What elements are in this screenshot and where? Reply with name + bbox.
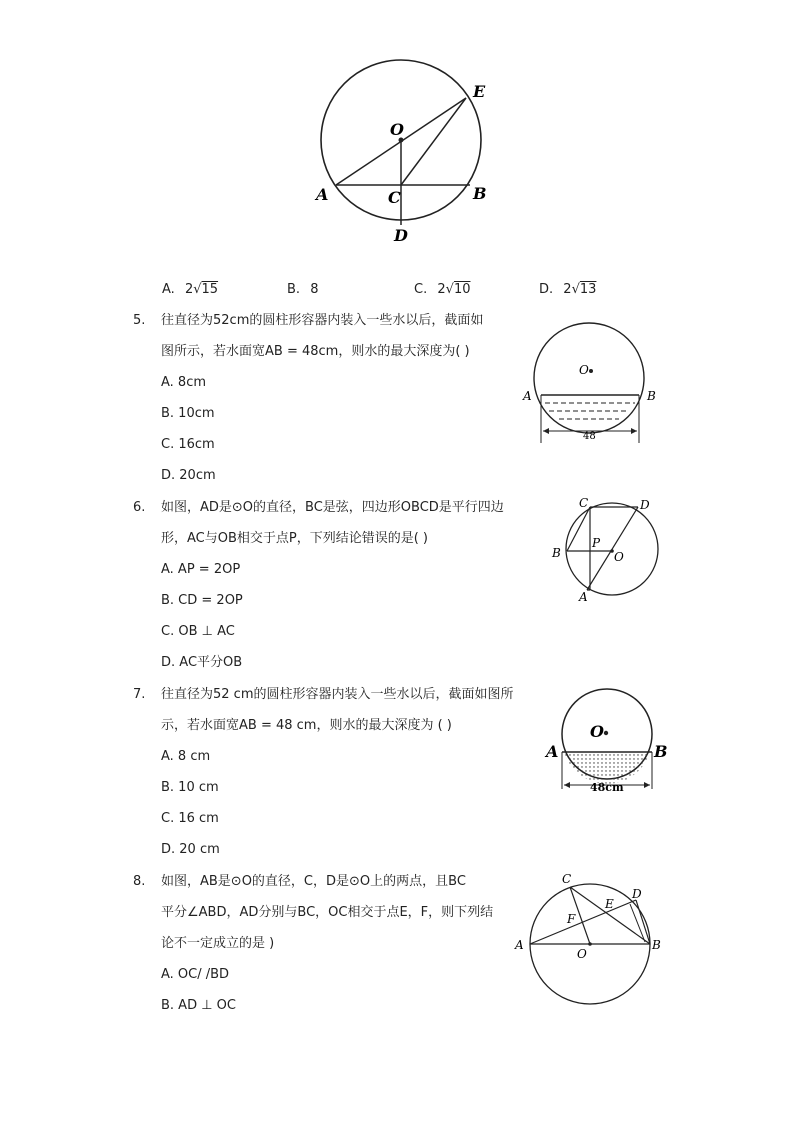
label-A: A bbox=[546, 742, 559, 761]
label-O: O bbox=[390, 120, 404, 139]
width-label: 48cm bbox=[590, 781, 624, 794]
q7-stem-line1: 往直径为52 cm的圆柱形容器内装入一些水以后，截面如图所 bbox=[161, 687, 514, 702]
q4-option-a bbox=[162, 282, 218, 298]
option-letter: B. bbox=[287, 282, 301, 297]
q4-option-d bbox=[539, 282, 596, 298]
figure-q7-water bbox=[540, 685, 670, 797]
q6-option-b: B. CD = 2OP bbox=[161, 593, 243, 608]
label-C: C bbox=[388, 188, 401, 207]
q8-number: 8. bbox=[133, 874, 146, 889]
option-letter: D. bbox=[539, 282, 554, 297]
option-letter: C. bbox=[414, 282, 428, 297]
q6-stem-line1: 如图，AD是⊙O的直径，BC是弦，四边形OBCD是平行四边 bbox=[161, 500, 504, 515]
q6-option-c: C. OB ⊥ AC bbox=[161, 624, 235, 639]
q7-option-d: D. 20 cm bbox=[161, 842, 220, 857]
label-B: B bbox=[647, 389, 656, 403]
figure-q4-circle bbox=[300, 55, 500, 250]
option-coef: 2 bbox=[437, 282, 446, 297]
label-D: D bbox=[394, 226, 408, 245]
sqrt-icon: √ bbox=[571, 282, 580, 297]
label-O: O bbox=[614, 550, 624, 564]
q7-option-b: B. 10 cm bbox=[161, 780, 219, 795]
q8-option-b: B. AD ⊥ OC bbox=[161, 998, 236, 1013]
option-radicand: 13 bbox=[579, 282, 597, 297]
figure-q6-parallelogram bbox=[545, 493, 670, 605]
label-O: O bbox=[579, 363, 589, 377]
label-P: P bbox=[592, 536, 601, 550]
label-D: D bbox=[632, 887, 642, 901]
label-B: B bbox=[652, 938, 661, 952]
sqrt-icon: √ bbox=[445, 282, 454, 297]
q7-option-c: C. 16 cm bbox=[161, 811, 219, 826]
label-A: A bbox=[523, 389, 532, 403]
option-coef: 2 bbox=[563, 282, 572, 297]
q5-stem-line1: 往直径为52cm的圆柱形容器内装入一些水以后，截面如 bbox=[161, 313, 484, 328]
q4-option-c bbox=[414, 282, 470, 298]
label-D: D bbox=[640, 498, 650, 512]
figure-q5-water bbox=[515, 318, 665, 448]
sqrt-icon: √ bbox=[193, 282, 202, 297]
label-A: A bbox=[316, 185, 329, 204]
figure-q8-circle bbox=[512, 868, 670, 1008]
q8-option-a: A. OC/ /BD bbox=[161, 967, 230, 982]
q6-stem-line2: 形，AC与OB相交于点P，下列结论错误的是( ) bbox=[161, 531, 429, 546]
label-F: F bbox=[567, 912, 576, 926]
q6-number: 6. bbox=[133, 500, 146, 515]
label-E: E bbox=[473, 82, 486, 101]
q4-option-b bbox=[287, 282, 318, 298]
q6-option-d: D. AC平分OB bbox=[161, 655, 243, 670]
q5-option-b: B. 10cm bbox=[161, 406, 215, 421]
option-radicand: 10 bbox=[453, 282, 471, 297]
label-A: A bbox=[579, 590, 588, 604]
q5-option-d: D. 20cm bbox=[161, 468, 216, 483]
option-value: 8 bbox=[310, 282, 319, 297]
q5-number: 5. bbox=[133, 313, 146, 328]
label-B: B bbox=[473, 184, 487, 203]
label-O: O bbox=[577, 947, 587, 961]
q7-number: 7. bbox=[133, 687, 146, 702]
label-O: O bbox=[590, 722, 604, 741]
q7-stem-line2: 示，若水面宽AB = 48 cm，则水的最大深度为 ( ) bbox=[161, 718, 452, 733]
label-A: A bbox=[515, 938, 524, 952]
label-E: E bbox=[605, 897, 614, 911]
label-C: C bbox=[579, 496, 589, 510]
q8-stem-line2: 平分∠ABD，AD分别与BC，OC相交于点E，F，则下列结 bbox=[161, 905, 494, 920]
label-B: B bbox=[654, 742, 668, 761]
q8-stem-line1: 如图，AB是⊙O的直径，C，D是⊙O上的两点，且BC bbox=[161, 874, 466, 889]
q5-option-c: C. 16cm bbox=[161, 437, 215, 452]
label-B: B bbox=[552, 546, 561, 560]
option-coef: 2 bbox=[184, 282, 194, 297]
q8-stem-line3: 论不一定成立的是 ) bbox=[161, 936, 275, 951]
q5-stem-line2: 图所示，若水面宽AB = 48cm，则水的最大深度为( ) bbox=[161, 344, 470, 359]
q7-option-a: A. 8 cm bbox=[161, 749, 211, 764]
option-radicand: 15 bbox=[201, 282, 219, 297]
q5-option-a: A. 8cm bbox=[161, 375, 207, 390]
option-letter: A. bbox=[162, 282, 175, 297]
width-label: 48 bbox=[583, 431, 596, 442]
label-C: C bbox=[562, 872, 572, 886]
q6-option-a: A. AP = 2OP bbox=[161, 562, 241, 577]
